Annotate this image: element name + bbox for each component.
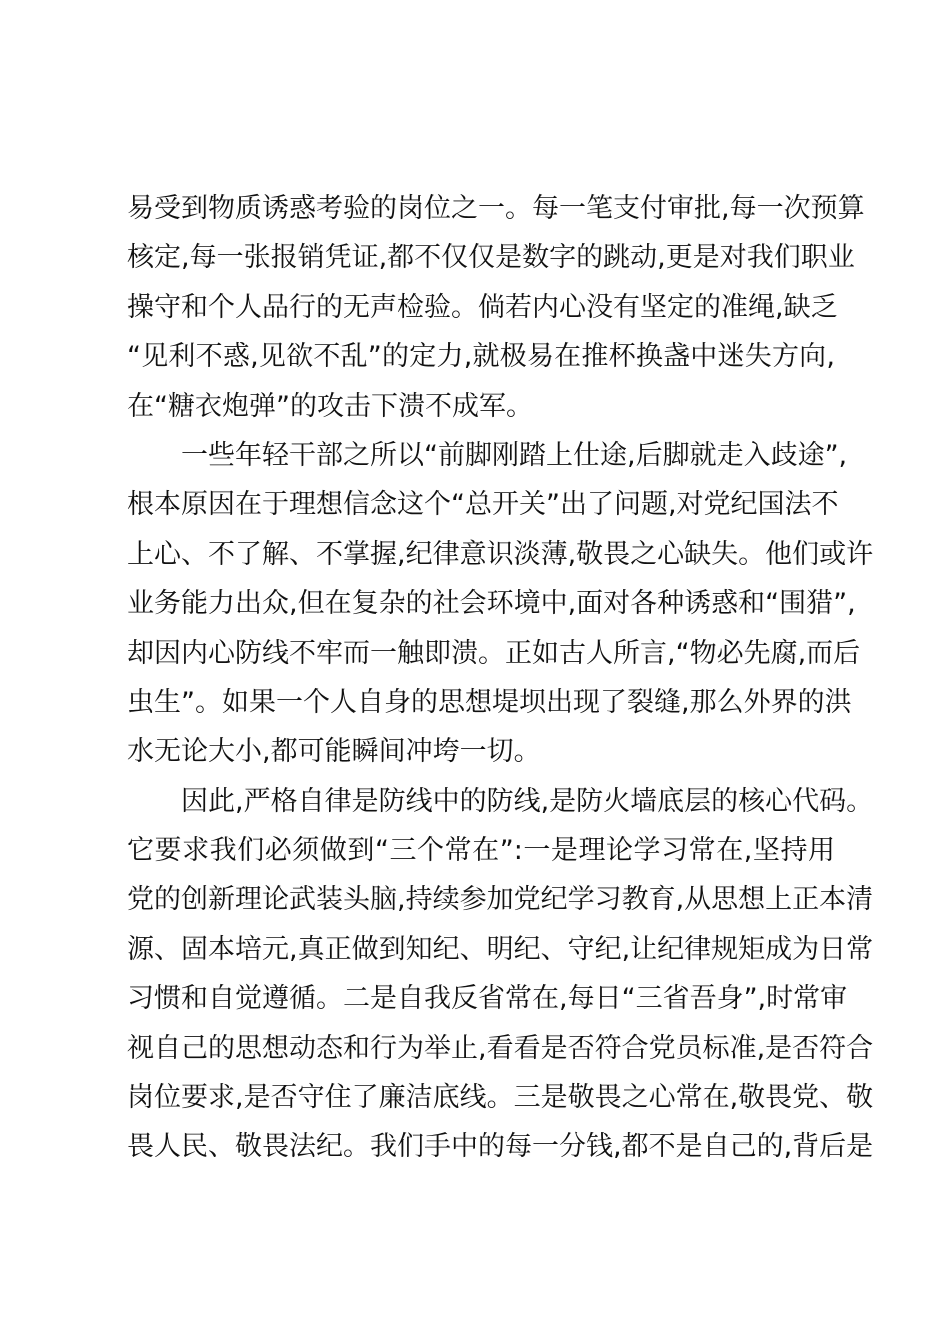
text-line: 一些年轻干部之所以“前脚刚踏上仕途,后脚就走入歧途”, <box>181 439 848 471</box>
paragraph <box>127 431 874 777</box>
text-line: 因此,严格自律是防线中的防线,是防火墙底层的核心代码。 <box>181 785 874 817</box>
text-line: 在“糖衣炮弹”的攻击下溃不成军。 <box>127 390 533 422</box>
text-line: 上心、不了解、不掌握,纪律意识淡薄,敬畏之心缺失。他们或许 <box>127 538 874 570</box>
paragraph <box>127 777 874 1172</box>
text-line: 它要求我们必须做到“三个常在”:一是理论学习常在,坚持用 <box>127 835 835 867</box>
text-line: 视自己的思想动态和行为举止,看看是否符合党员标准,是否符合 <box>127 1032 874 1064</box>
text-line: 习惯和自觉遵循。二是自我反省常在,每日“三省吾身”,时常审 <box>127 983 848 1015</box>
text-line: 易受到物质诱惑考验的岗位之一。每一笔支付审批,每一次预算 <box>127 193 865 224</box>
text-line: 党的创新理论武装头脑,持续参加党纪学习教育,从思想上正本清 <box>127 884 874 916</box>
text-line: 虫生”。如果一个人自身的思想堤坝出现了裂缝,那么外界的洪 <box>127 686 852 718</box>
text-line: “见利不惑,见欲不乱”的定力,就极易在推杯换盏中迷失方向, <box>127 341 835 373</box>
text-line: 根本原因在于理想信念这个“总开关”出了问题,对党纪国法不 <box>127 489 839 521</box>
text-line: 业务能力出众,但在复杂的社会环境中,面对各种诱惑和“围猎”, <box>127 588 856 620</box>
text-line: 畏人民、敬畏法纪。我们手中的每一分钱,都不是自己的,背后是 <box>127 1131 874 1163</box>
text-line: 操守和个人品行的无声检验。倘若内心没有坚定的准绳,缺乏 <box>127 291 838 323</box>
text-line: 核定,每一张报销凭证,都不仅仅是数字的跳动,更是对我们职业 <box>127 242 855 274</box>
document-body <box>127 184 874 1172</box>
text-line: 源、固本培元,真正做到知纪、明纪、守纪,让纪律规矩成为日常 <box>127 933 874 965</box>
paragraph <box>127 184 865 431</box>
text-line: 水无论大小,都可能瞬间冲垮一切。 <box>127 736 541 768</box>
text-line: 岗位要求,是否守住了廉洁底线。三是敬畏之心常在,敬畏党、敬 <box>127 1082 874 1114</box>
text-line: 却因内心防线不牢而一触即溃。正如古人所言,“物必先腐,而后 <box>127 637 861 669</box>
